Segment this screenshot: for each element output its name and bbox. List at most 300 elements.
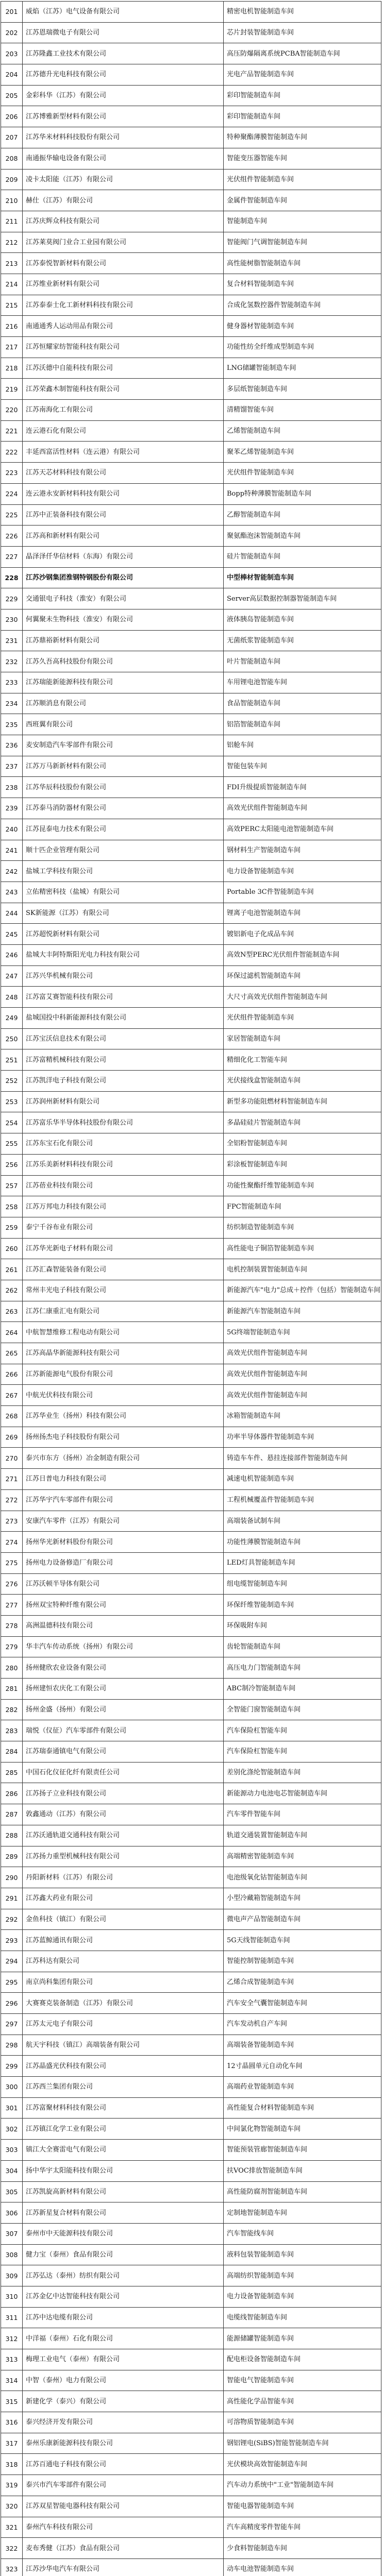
company-name: 江苏西兰集团有限公司 xyxy=(23,2077,224,2098)
company-name: 江苏沙钢集团淮钢特钢股份有限公司 xyxy=(23,567,224,588)
row-number: 241 xyxy=(1,840,23,861)
company-name: 南京尚科集团有限公司 xyxy=(23,1972,224,1993)
workshop-name: 光伏组件智能制造车间 xyxy=(224,463,381,484)
workshop-name: 新型多功能阻燃材料智能制造车间 xyxy=(224,1091,381,1112)
row-number: 281 xyxy=(1,1679,23,1700)
table-row xyxy=(1,1133,381,1155)
row-number: 260 xyxy=(1,1238,23,1259)
company-name: 江苏恒耀家纺智能科技有限公司 xyxy=(23,337,224,358)
table-row xyxy=(1,944,381,965)
row-number: 222 xyxy=(1,442,23,463)
row-number: 242 xyxy=(1,861,23,882)
workshop-name: 芯片封装智能制造车间 xyxy=(224,22,381,43)
table-row xyxy=(1,1972,381,1993)
row-number: 282 xyxy=(1,1699,23,1720)
workshop-name: 电力设备智能制造车间 xyxy=(224,861,381,882)
workshop-name: 扶VOC排放智能制造车间 xyxy=(224,2160,381,2181)
company-name: 江苏汇森智能装备有限公司 xyxy=(23,1259,224,1280)
table-row xyxy=(1,2391,381,2412)
workshop-name: 电池级氧化钴智能制造车间 xyxy=(224,1867,381,1888)
row-number: 228 xyxy=(1,567,23,588)
company-name: 江苏瑞能新能源科技有限公司 xyxy=(23,672,224,693)
table-row xyxy=(1,1091,381,1112)
company-name: 江苏华业生（扬州）科技有限公司 xyxy=(23,1406,224,1427)
company-name: 江苏昆泰电力技术有限公司 xyxy=(23,819,224,840)
company-name: 江苏泰马消防器材有限公司 xyxy=(23,798,224,819)
table-row xyxy=(1,2181,381,2202)
table-row xyxy=(1,1930,381,1951)
table-row xyxy=(1,1259,381,1280)
workshop-name: 复合材料智能制造车间 xyxy=(224,274,381,295)
workshop-name: 金属件智能制造车间 xyxy=(224,190,381,211)
row-number: 230 xyxy=(1,609,23,630)
table-row xyxy=(1,127,381,148)
workshop-name: 新能源汽车智能制造车间 xyxy=(224,1301,381,1322)
company-name: 航天宇科技（镇江）高端装备有限公司 xyxy=(23,2035,224,2056)
row-number: 292 xyxy=(1,1909,23,1930)
table-row xyxy=(1,798,381,819)
company-name: 江苏沃顿半导体有限公司 xyxy=(23,1573,224,1595)
company-name: 扬州电力设备修造厂有限公司 xyxy=(23,1552,224,1573)
row-number: 320 xyxy=(1,2496,23,2517)
company-name: 立佑精密科技（盐城）有限公司 xyxy=(23,882,224,903)
table-row xyxy=(1,2097,381,2119)
company-name: 江苏沃德中自能科技有限公司 xyxy=(23,358,224,379)
workshop-name: 组电缆智能制造车间 xyxy=(224,1573,381,1595)
table-row xyxy=(1,504,381,526)
company-name: 江苏超悦新材料有限公司 xyxy=(23,924,224,945)
table-row xyxy=(1,1804,381,1825)
table-row xyxy=(1,2328,381,2349)
table-row xyxy=(1,2349,381,2370)
company-name: 安康汽车零件（江苏）有限公司 xyxy=(23,1511,224,1532)
workshop-name: 高效光伏组件智能制造车间 xyxy=(224,1343,381,1364)
table-row xyxy=(1,22,381,43)
row-number: 255 xyxy=(1,1133,23,1155)
row-number: 271 xyxy=(1,1469,23,1490)
row-number: 280 xyxy=(1,1657,23,1679)
company-name: 江苏扬子立业科技有限公司 xyxy=(23,1783,224,1804)
workshop-name: 高性能电子铜箔智能制造车间 xyxy=(224,1238,381,1259)
workshop-name: 光伏组件智能制造车间 xyxy=(224,1008,381,1029)
workshop-name: 配电柜设备智能制造车间 xyxy=(224,2349,381,2370)
table-row xyxy=(1,211,381,232)
workshop-name: 智能包装车间 xyxy=(224,756,381,777)
company-name: 江苏恩瑞微电子有限公司 xyxy=(23,22,224,43)
table-row xyxy=(1,526,381,547)
row-number: 288 xyxy=(1,1825,23,1846)
workshop-name: 汽车保险杠智能车间 xyxy=(224,1720,381,1741)
table-row xyxy=(1,840,381,861)
row-number: 275 xyxy=(1,1552,23,1573)
table-row xyxy=(1,777,381,798)
workshop-name: 家居智能制造车间 xyxy=(224,1028,381,1049)
table-row xyxy=(1,1469,381,1490)
row-number: 203 xyxy=(1,43,23,64)
company-name: 江苏仁康重汇电有限公司 xyxy=(23,1301,224,1322)
workshop-name: 大尺寸高效光伏组件智能制造车间 xyxy=(224,987,381,1008)
company-name: 盐城国投中科新能源科技有限公司 xyxy=(23,1008,224,1029)
row-number: 234 xyxy=(1,693,23,714)
workshop-name: 5G终端智能制造车间 xyxy=(224,1322,381,1343)
table-row xyxy=(1,588,381,609)
company-name: 何翼聚未生物科技（淮安）有限公司 xyxy=(23,609,224,630)
row-number: 304 xyxy=(1,2160,23,2181)
workshop-name: 钢铝锂电(SiBS)智能智能制造车间 xyxy=(224,2433,381,2454)
company-name: 江苏富艾赛智能科技有限公司 xyxy=(23,987,224,1008)
workshop-name: 高性能防腐剂智能制造车间 xyxy=(224,2181,381,2202)
row-number: 287 xyxy=(1,1804,23,1825)
table-row xyxy=(1,2286,381,2307)
company-name: 江苏顺消息有限公司 xyxy=(23,693,224,714)
company-name: 江苏华米材料科技股份有限公司 xyxy=(23,127,224,148)
workshop-name: 工程机械覆盖件智能制造车间 xyxy=(224,1489,381,1511)
table-row xyxy=(1,232,381,253)
company-name: 江苏鑫大药业有限公司 xyxy=(23,1888,224,1909)
table-row xyxy=(1,882,381,903)
company-name: 扬州建恒农庆化工有限公司 xyxy=(23,1679,224,1700)
row-number: 217 xyxy=(1,337,23,358)
row-number: 277 xyxy=(1,1595,23,1616)
workshop-name: 高端装备试制车间 xyxy=(224,1511,381,1532)
workshop-name: 全铝粉智能制造车间 xyxy=(224,1133,381,1155)
company-name: 江苏扬力重型机械科技有限公司 xyxy=(23,1846,224,1867)
table-row xyxy=(1,1489,381,1511)
table-row xyxy=(1,1993,381,2014)
table-row xyxy=(1,1825,381,1846)
company-name: 麦安制造汽车零部件有限公司 xyxy=(23,735,224,756)
row-number: 249 xyxy=(1,1008,23,1029)
company-name: 江苏维业新材料有限公司 xyxy=(23,274,224,295)
company-name: 瑞悦（仪征）汽车零部件有限公司 xyxy=(23,1720,224,1741)
company-name: 赫仕（江苏）有限公司 xyxy=(23,190,224,211)
company-name: 凌卡太阳能（江苏）有限公司 xyxy=(23,169,224,190)
table-row xyxy=(1,1595,381,1616)
table-row xyxy=(1,2475,381,2496)
workshop-name: 镀铝新电子化成品车间 xyxy=(224,924,381,945)
row-number: 272 xyxy=(1,1489,23,1511)
company-name: 江苏德升光电科技有限公司 xyxy=(23,64,224,86)
table-row xyxy=(1,2119,381,2140)
table-row xyxy=(1,2558,381,2576)
company-name: 江苏华辰科技股份有限公司 xyxy=(23,777,224,798)
company-name: 江苏天芯材料科技有限公司 xyxy=(23,463,224,484)
workshop-name: Portable 3C件智能制造车间 xyxy=(224,882,381,903)
workshop-name: 乙醇智能制造车间 xyxy=(224,504,381,526)
table-row xyxy=(1,672,381,693)
table-row xyxy=(1,1783,381,1804)
table-row xyxy=(1,819,381,840)
workshop-name: 汽车安全气囊智能制造车间 xyxy=(224,1993,381,2014)
workshop-name: 少食料智能制造车间 xyxy=(224,2538,381,2559)
company-name: 华丰汽车传动系统（扬州）有限公司 xyxy=(23,1636,224,1657)
row-number: 257 xyxy=(1,1175,23,1196)
table-row xyxy=(1,2077,381,2098)
row-number: 250 xyxy=(1,1028,23,1049)
company-name: 扬中华宇太阳能科技有限公司 xyxy=(23,2160,224,2181)
company-name: 江苏中正装备科技有限公司 xyxy=(23,504,224,526)
company-name: 江苏沙华电汽车有限公司 xyxy=(23,2558,224,2576)
table-row xyxy=(1,379,381,400)
workshop-name: 汽车高精度零件智能车间 xyxy=(224,2517,381,2538)
company-name: 江苏富精机械科技有限公司 xyxy=(23,1049,224,1071)
company-name: SK新能源（江苏）有限公司 xyxy=(23,903,224,924)
row-number: 278 xyxy=(1,1615,23,1636)
workshop-name: 环保过滤机智能制造车间 xyxy=(224,965,381,987)
workshop-name: 功能性聚酯纤维智能制造车间 xyxy=(224,1175,381,1196)
row-number: 317 xyxy=(1,2433,23,2454)
company-name: 连云港石化有限公司 xyxy=(23,420,224,442)
table-row xyxy=(1,1909,381,1930)
company-name: 江苏新能源电气股份有限公司 xyxy=(23,1364,224,1385)
table-row xyxy=(1,1867,381,1888)
table-row xyxy=(1,1343,381,1364)
row-number: 286 xyxy=(1,1783,23,1804)
workshop-name: 铸造车车件、悬挂连接部件智能制造车间 xyxy=(224,1448,381,1469)
row-number: 309 xyxy=(1,2265,23,2286)
workshop-name: 高压防爆隔离系统PCBA智能制造车间 xyxy=(224,43,381,64)
table-row xyxy=(1,651,381,672)
company-name: 扬州华光新材料股份有限公司 xyxy=(23,1532,224,1553)
row-number: 245 xyxy=(1,924,23,945)
workshop-name: FPC智能制造车间 xyxy=(224,1196,381,1217)
company-name: 中洋福（泰州）石化有限公司 xyxy=(23,2328,224,2349)
row-number: 258 xyxy=(1,1196,23,1217)
row-number: 226 xyxy=(1,526,23,547)
company-name: 江苏蓓业科技有限公司 xyxy=(23,1175,224,1196)
row-number: 269 xyxy=(1,1427,23,1448)
row-number: 313 xyxy=(1,2349,23,2370)
company-name: 江苏太元电子有限公司 xyxy=(23,2014,224,2035)
table-row xyxy=(1,2160,381,2181)
workshop-name: 无菌纸浆智能制造车间 xyxy=(224,630,381,651)
company-name: 江苏凯旋高新材料有限公司 xyxy=(23,2181,224,2202)
table-row xyxy=(1,483,381,504)
company-name: 扬州金盛（扬州）有限公司 xyxy=(23,1699,224,1720)
row-number: 323 xyxy=(1,2558,23,2576)
row-number: 247 xyxy=(1,965,23,987)
table-row xyxy=(1,735,381,756)
company-name: 江苏百通电子科技有限公司 xyxy=(23,2454,224,2475)
workshop-name: 中型棒材智能制造车间 xyxy=(224,567,381,588)
workshop-name: 汽车零件智能车间 xyxy=(224,1804,381,1825)
workshop-name: 电缆线智能制造车间 xyxy=(224,2307,381,2328)
workshop-name: 新能源汽车"电力"总成＋控件（包括）智能制造车间 xyxy=(224,1280,381,1301)
workshop-name: 合成化氢数控器件智能制造车间 xyxy=(224,295,381,316)
row-number: 225 xyxy=(1,504,23,526)
table-row xyxy=(1,1657,381,1679)
workshop-name: 彩涂板智能制造车间 xyxy=(224,1154,381,1175)
table-row xyxy=(1,420,381,442)
workshop-name: 清精馏智能车间 xyxy=(224,400,381,421)
company-name: 江苏庆辉众科技有限公司 xyxy=(23,211,224,232)
table-row xyxy=(1,2140,381,2161)
company-name: 江苏泰悦智新材料有限公司 xyxy=(23,253,224,274)
table-row xyxy=(1,295,381,316)
table-row xyxy=(1,253,381,274)
workshop-name: 硅片智能制造车间 xyxy=(224,546,381,567)
workshop-name: 乙烯合成智能制造车间 xyxy=(224,1972,381,1993)
workshop-name: 12寸晶圆单元自动化车间 xyxy=(224,2056,381,2077)
row-number: 212 xyxy=(1,232,23,253)
table-row xyxy=(1,1427,381,1448)
table-row xyxy=(1,756,381,777)
workshop-name: 高端纺织智能制造车间 xyxy=(224,2265,381,2286)
company-name: 江苏万马新新材料有限公司 xyxy=(23,756,224,777)
company-name: 江苏宝沃信息技术有限公司 xyxy=(23,1028,224,1049)
table-row xyxy=(1,2307,381,2328)
row-number: 267 xyxy=(1,1385,23,1406)
workshop-name: 光伏模块高效智能制造车间 xyxy=(224,2454,381,2475)
workshop-name: 高性能树脂智能制造车间 xyxy=(224,253,381,274)
row-number: 294 xyxy=(1,1951,23,1972)
table-row xyxy=(1,693,381,714)
row-number: 279 xyxy=(1,1636,23,1657)
row-number: 319 xyxy=(1,2475,23,2496)
workshop-name: 5G天线智能制造车间 xyxy=(224,1930,381,1951)
company-name: 江苏隆鑫工业技术有限公司 xyxy=(23,43,224,64)
company-name: 泰州乐康新能源科技有限公司 xyxy=(23,2433,224,2454)
table-row xyxy=(1,358,381,379)
row-number: 239 xyxy=(1,798,23,819)
workshop-name: 齿轮智能制造车间 xyxy=(224,1636,381,1657)
company-name: 常州丰光电子科技有限公司 xyxy=(23,1280,224,1301)
company-name: 江苏兴华机械有限公司 xyxy=(23,965,224,987)
row-number: 266 xyxy=(1,1364,23,1385)
company-name: 泰兴市东方（扬州）冶金制造有限公司 xyxy=(23,1448,224,1469)
table-row xyxy=(1,85,381,106)
workshop-name: 智能变压器智能车间 xyxy=(224,148,381,169)
table-row xyxy=(1,2496,381,2517)
table-row xyxy=(1,64,381,86)
row-number: 298 xyxy=(1,2035,23,2056)
table-row xyxy=(1,1532,381,1553)
company-name: 江苏瑞泰通镇电气有限公司 xyxy=(23,1741,224,1762)
table-row xyxy=(1,2244,381,2265)
table-row xyxy=(1,1951,381,1972)
table-row xyxy=(1,1364,381,1385)
table-row xyxy=(1,2454,381,2475)
workshop-name: 动车电池智能制造车间 xyxy=(224,2558,381,2576)
company-name: 顺十匹企业管理有限公司 xyxy=(23,840,224,861)
row-number: 209 xyxy=(1,169,23,190)
row-number: 261 xyxy=(1,1259,23,1280)
workshop-name: 定制地智能制造车间 xyxy=(224,2202,381,2224)
company-name: 江苏高晶华新能源科技有限公司 xyxy=(23,1343,224,1364)
workshop-name: 功能性薄膜智能制造车间 xyxy=(224,1532,381,1553)
row-number: 307 xyxy=(1,2223,23,2244)
table-row xyxy=(1,1762,381,1783)
company-name: 江苏凯洋电子科技有限公司 xyxy=(23,1071,224,1092)
workshop-name: 高端药业智能制造车间 xyxy=(224,2077,381,2098)
workshop-name: 液体胰岛智能制造车间 xyxy=(224,609,381,630)
table-row xyxy=(1,1196,381,1217)
table-row xyxy=(1,1280,381,1301)
workshop-name: 轨道交通装置智能制造车间 xyxy=(224,1825,381,1846)
table-row xyxy=(1,169,381,190)
row-number: 231 xyxy=(1,630,23,651)
table-row xyxy=(1,2,381,23)
row-number: 253 xyxy=(1,1091,23,1112)
company-name: 敦鑫通动（江苏）有限公司 xyxy=(23,1804,224,1825)
row-number: 291 xyxy=(1,1888,23,1909)
row-number: 290 xyxy=(1,1867,23,1888)
row-number: 306 xyxy=(1,2202,23,2224)
workshop-name: 叶片智能制造车间 xyxy=(224,651,381,672)
company-name: 泰宁千谷布业有限公司 xyxy=(23,1217,224,1238)
company-name: 泰兴经济开发有限公司 xyxy=(23,2412,224,2433)
row-number: 220 xyxy=(1,400,23,421)
row-number: 210 xyxy=(1,190,23,211)
company-name: 扬州双宝特种纤维有限公司 xyxy=(23,1595,224,1616)
company-name: 中国石化仪征化纤有限责任公司 xyxy=(23,1762,224,1783)
company-name: 江苏华宇汽车零部件有限公司 xyxy=(23,1489,224,1511)
company-name: 威焰（江苏）电气设备有限公司 xyxy=(23,2,224,23)
workshop-name: 食品智能制造车间 xyxy=(224,693,381,714)
table-row xyxy=(1,2412,381,2433)
workshop-name: 微电声产品智能制造车间 xyxy=(224,1909,381,1930)
row-number: 243 xyxy=(1,882,23,903)
workshop-name: 功能性纺全纤维成型制造车间 xyxy=(224,337,381,358)
company-name: 金彩科华（江苏）有限公司 xyxy=(23,85,224,106)
workshop-name: 汽车发动机自产车间 xyxy=(224,2014,381,2035)
workshop-name: 铝箔智能制造车间 xyxy=(224,714,381,735)
company-name: 丹阳新材料（江苏）有限公司 xyxy=(23,1867,224,1888)
row-number: 321 xyxy=(1,2517,23,2538)
row-number: 322 xyxy=(1,2538,23,2559)
company-name: 江苏润州新材料有限公司 xyxy=(23,1091,224,1112)
workshop-name: 车用锂电池智能车间 xyxy=(224,672,381,693)
workshop-name: LED灯具智能制造车间 xyxy=(224,1552,381,1573)
row-number: 235 xyxy=(1,714,23,735)
workshop-name: 智能预装管廊智能制造车间 xyxy=(224,2140,381,2161)
table-row xyxy=(1,2538,381,2559)
company-name: 江苏博雅新型材料有限公司 xyxy=(23,106,224,127)
table-row xyxy=(1,1217,381,1238)
row-number: 237 xyxy=(1,756,23,777)
row-number: 265 xyxy=(1,1343,23,1364)
company-name: 泰兴市汽车零部件有限公司 xyxy=(23,2475,224,2496)
workshop-name: 智能电气智能制造车间 xyxy=(224,2370,381,2391)
company-name: 连云港永安新材料科技有限公司 xyxy=(23,483,224,504)
table-row xyxy=(1,2517,381,2538)
workshop-name: 功率半导体器件智能制造车间 xyxy=(224,1427,381,1448)
row-number: 299 xyxy=(1,2056,23,2077)
workshop-name: 高效光伏组件智能制造车间 xyxy=(224,1385,381,1406)
row-number: 238 xyxy=(1,777,23,798)
company-name: 江苏双星智能电器科技有限公司 xyxy=(23,2496,224,2517)
company-name: 江苏乐美新材料科技有限公司 xyxy=(23,1154,224,1175)
workshop-name: 锂离子电池智能制造车间 xyxy=(224,903,381,924)
workshop-name: 冰箱智能制造车间 xyxy=(224,1406,381,1427)
workshop-name: 光伏组件智能制造车间 xyxy=(224,169,381,190)
table-row xyxy=(1,1112,381,1133)
table-row xyxy=(1,714,381,735)
row-number: 297 xyxy=(1,2014,23,2035)
row-number: 316 xyxy=(1,2412,23,2433)
table-row xyxy=(1,2035,381,2056)
table-row xyxy=(1,1238,381,1259)
row-number: 211 xyxy=(1,211,23,232)
row-number: 246 xyxy=(1,944,23,965)
row-number: 284 xyxy=(1,1741,23,1762)
table-row xyxy=(1,274,381,295)
table-row xyxy=(1,609,381,630)
table-row xyxy=(1,546,381,567)
table-row xyxy=(1,1008,381,1029)
workshop-name: 高效PERC太阳能电池智能制造车间 xyxy=(224,819,381,840)
table-row xyxy=(1,442,381,463)
